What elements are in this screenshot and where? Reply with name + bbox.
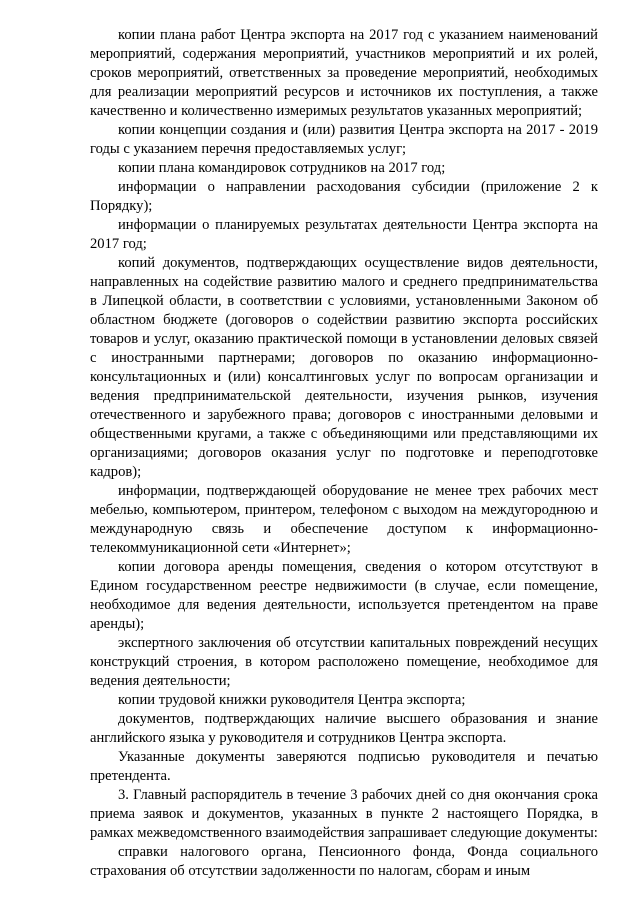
paragraph-section-3: 3. Главный распорядитель в течение 3 рабочих дней со дня окончания срока приема заявок и документов, указанных в пункте 2 настоящего Порядка, в рамках межведомственного взаимодействия запрашивает следующие документы: [90, 787, 598, 841]
paragraph-lease: копии договора аренды помещения, сведения о котором отсутствуют в Едином государственном реестре недвижимости (в случае, если помещение, необходимое для ведения деятельности, используется претендентом на праве аренды); [90, 559, 598, 632]
paragraph-certification: Указанные документы заверяются подписью руководителя и печатью претендента. [90, 749, 598, 784]
paragraph-expert-opinion: экспертного заключения об отсутствии капитальных повреждений несущих конструкций строения, в котором расположено помещение, необходимое для ведения деятельности; [90, 635, 598, 689]
paragraph-planned-results: информации о планируемых результатах деятельности Центра экспорта на 2017 год; [90, 217, 598, 252]
document-body [90, 26, 598, 881]
paragraph-concept: копии концепции создания и (или) развития Центра экспорта на 2017 - 2019 годы с указанием перечня предоставляемых услуг; [90, 122, 598, 157]
paragraph-tax-certificates: справки налогового органа, Пенсионного фонда, Фонда социального страхования об отсутствии задолженности по налогам, сборам и иным [90, 844, 598, 879]
paragraph-travel-plan: копии плана командировок сотрудников на 2017 год; [118, 160, 446, 176]
paragraph-subsidy-spending: информации о направлении расходования субсидии (приложение 2 к Порядку); [90, 179, 598, 214]
paragraph-workplaces: информации, подтверждающей оборудование не менее трех рабочих мест мебелью, компьютером, принтером, телефоном с выходом на междугороднюю и международную связь и обеспечение доступом к информационно-телекоммуникационной сети «Интернет»; [90, 483, 598, 556]
paragraph-work-plan: копии плана работ Центра экспорта на 2017 год с указанием наименований мероприятий, содержания мероприятий, участников мероприятий и их ролей, сроков мероприятий, ответственных за проведение мероприятий, необходимых для реализации мероприятий ресурсов и источников их поступления, а также качественно и количественно измеримых результатов указанных мероприятий; [90, 27, 598, 119]
paragraph-activity-documents: копий документов, подтверждающих осуществление видов деятельности, направленных на содействие развитию малого и среднего предпринимательства в Липецкой области, в соответствии с условиями, установленными Законом об областном бюджете (договоров о содействии развитию экспорта российских товаров и услуг, оказанию практической помощи в установлении деловых связей с иностранными партнерами; договоров по оказанию информационно-консультационных и (или) консалтинговых услуг по вопросам организации и ведения предпринимательской деятельности, изучения рынков, изучения отечественного и зарубежного права; договоров с иностранными деловыми и общественными кругами, а также с объединяющими или представляющими их организациями; договоров оказания услуг по подготовке и переподготовке кадров); [90, 255, 598, 480]
paragraph-employment-book: копии трудовой книжки руководителя Центра экспорта; [118, 692, 466, 708]
paragraph-education: документов, подтверждающих наличие высшего образования и знание английского языка у руководителя и сотрудников Центра экспорта. [90, 711, 598, 746]
